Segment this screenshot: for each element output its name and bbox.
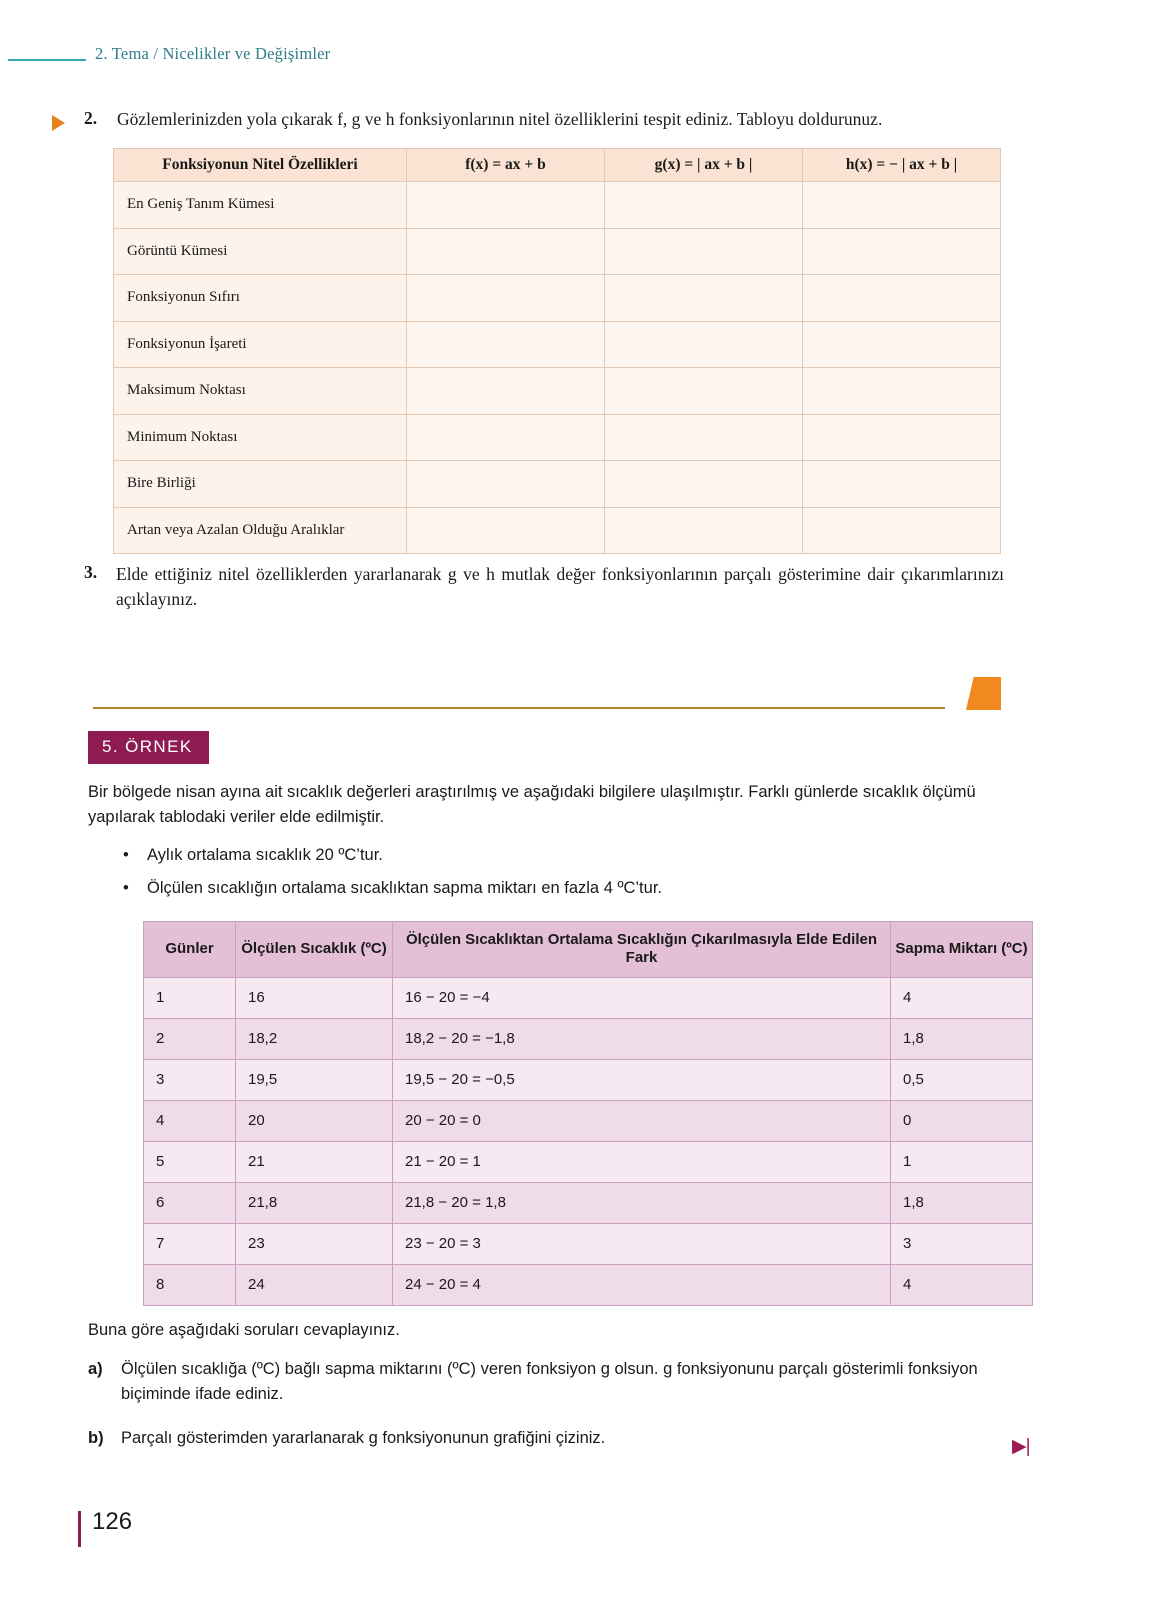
table1-answer-cell[interactable] — [803, 275, 1001, 322]
table1-answer-cell[interactable] — [407, 182, 605, 229]
table2-cell-measured: 16 — [236, 977, 393, 1018]
table-row — [144, 1059, 1033, 1100]
table2-cell-day: 1 — [144, 977, 236, 1018]
example-bullet-list — [115, 843, 1015, 908]
table2-cell-deviation: 0,5 — [891, 1059, 1033, 1100]
qualitative-properties-table — [113, 148, 1001, 554]
table-row — [144, 1100, 1033, 1141]
table2-cell-difference: 24 − 20 = 4 — [393, 1264, 891, 1305]
question-2-number: 2. — [84, 108, 98, 128]
bullet-text: Ölçülen sıcaklığın ortalama sıcaklıktan sapma miktarı en fazla 4 ºC’tur. — [147, 878, 662, 897]
next-page-marker-icon: ▶| — [1012, 1436, 1030, 1457]
table2-cell-deviation: 4 — [891, 1264, 1033, 1305]
table1-label-cell: Artan veya Azalan Olduğu Aralıklar — [114, 507, 407, 554]
table2-cell-measured: 19,5 — [236, 1059, 393, 1100]
table1-answer-cell[interactable] — [605, 228, 803, 275]
closing-lead-text: Buna göre aşağıdaki soruları cevaplayınız. — [88, 1321, 400, 1339]
table-row — [144, 1182, 1033, 1223]
footer-accent-bar — [78, 1511, 81, 1547]
table2-cell-deviation: 1,8 — [891, 1018, 1033, 1059]
table-row — [114, 414, 1001, 461]
table1-answer-cell[interactable] — [605, 321, 803, 368]
table-row — [114, 275, 1001, 322]
table1-label-cell: Minimum Noktası — [114, 414, 407, 461]
table1-answer-cell[interactable] — [605, 182, 803, 229]
table1-answer-cell[interactable] — [407, 461, 605, 508]
table2-cell-difference: 18,2 − 20 = −1,8 — [393, 1018, 891, 1059]
table2-cell-deviation: 0 — [891, 1100, 1033, 1141]
orange-flag-marker — [966, 677, 1001, 710]
closing-question-a-label: a) — [88, 1359, 103, 1378]
table1-answer-cell[interactable] — [605, 507, 803, 554]
closing-questions — [88, 1318, 1013, 1471]
table2-cell-difference: 16 − 20 = −4 — [393, 977, 891, 1018]
table1-header-cell: Fonksiyonun Nitel Özellikleri — [114, 149, 407, 182]
page-header — [0, 44, 1152, 74]
table1-label-cell: Görüntü Kümesi — [114, 228, 407, 275]
list-item — [115, 876, 1015, 902]
question-3-number: 3. — [84, 562, 98, 582]
table2-cell-deviation: 1 — [891, 1141, 1033, 1182]
table1-header-cell: h(x) = − | ax + b | — [803, 149, 1001, 182]
table2-cell-measured: 21,8 — [236, 1182, 393, 1223]
closing-question-b-label: b) — [88, 1429, 104, 1448]
closing-question-b-text: Parçalı gösterimden yararlanarak g fonksiyonunun grafiğini çiziniz. — [121, 1429, 606, 1448]
table1-answer-cell[interactable] — [605, 275, 803, 322]
table1-answer-cell[interactable] — [407, 275, 605, 322]
table2-cell-day: 8 — [144, 1264, 236, 1305]
question-3-text: Elde ettiğiniz nitel özelliklerden yararlanarak g ve h mutlak değer fonksiyonlarının parçalı gösterimine dair çıkarımlarınızı açıklayınız. — [116, 564, 1004, 609]
example-intro-text: Bir bölgede nisan ayına ait sıcaklık değerleri araştırılmış ve aşağıdaki bilgilere ulaşılmıştır. Farklı günlerde sıcaklık ölçümü yapılarak tablodaki veriler elde edilmiştir. — [88, 783, 976, 826]
section-divider — [93, 707, 945, 709]
table1-answer-cell[interactable] — [803, 182, 1001, 229]
table2-cell-measured: 21 — [236, 1141, 393, 1182]
table2-cell-difference: 19,5 − 20 = −0,5 — [393, 1059, 891, 1100]
table1-label-cell: En Geniş Tanım Kümesi — [114, 182, 407, 229]
table2-cell-deviation: 1,8 — [891, 1182, 1033, 1223]
closing-question-b — [88, 1426, 1013, 1451]
table1-answer-cell[interactable] — [407, 321, 605, 368]
table2-cell-measured: 24 — [236, 1264, 393, 1305]
header-rule — [8, 59, 86, 61]
closing-question-a-text: Ölçülen sıcaklığa (ºC) bağlı sapma miktarını (ºC) veren fonksiyon g olsun. g fonksiyonunu parçalı gösterimli fonksiyon biçiminde ifade ediniz. — [121, 1359, 978, 1403]
table2-header-cell: Sapma Miktarı (ºC) — [891, 922, 1033, 978]
table-row — [144, 1264, 1033, 1305]
table2-cell-deviation: 4 — [891, 977, 1033, 1018]
table-row — [114, 461, 1001, 508]
breadcrumb: 2. Tema / Nicelikler ve Değişimler — [95, 44, 331, 63]
table-row — [114, 321, 1001, 368]
table1-answer-cell[interactable] — [803, 368, 1001, 415]
table1-header-cell: g(x) = | ax + b | — [605, 149, 803, 182]
table2-header-cell: Ölçülen Sıcaklık (ºC) — [236, 922, 393, 978]
list-item — [115, 843, 1015, 869]
bullet-dot-icon: • — [123, 846, 129, 864]
table2-cell-difference: 20 − 20 = 0 — [393, 1100, 891, 1141]
temperature-deviation-table — [143, 921, 1033, 1306]
table-row — [114, 182, 1001, 229]
table-row — [144, 977, 1033, 1018]
table1-answer-cell[interactable] — [605, 461, 803, 508]
table2-cell-day: 4 — [144, 1100, 236, 1141]
table1-answer-cell[interactable] — [803, 414, 1001, 461]
table2-cell-day: 5 — [144, 1141, 236, 1182]
table-row — [144, 1223, 1033, 1264]
bullet-text: Aylık ortalama sıcaklık 20 ºC’tur. — [147, 846, 383, 864]
table-row — [114, 368, 1001, 415]
table2-cell-difference: 23 − 20 = 3 — [393, 1223, 891, 1264]
table2-cell-day: 3 — [144, 1059, 236, 1100]
table2-cell-measured: 18,2 — [236, 1018, 393, 1059]
page-number: 126 — [92, 1508, 133, 1535]
table2-cell-deviation: 3 — [891, 1223, 1033, 1264]
table2-cell-difference: 21,8 − 20 = 1,8 — [393, 1182, 891, 1223]
table1-answer-cell[interactable] — [407, 507, 605, 554]
table1-answer-cell[interactable] — [803, 321, 1001, 368]
table-row — [144, 1141, 1033, 1182]
table1-answer-cell[interactable] — [407, 228, 605, 275]
closing-question-a — [88, 1357, 1013, 1407]
table2-cell-difference: 21 − 20 = 1 — [393, 1141, 891, 1182]
table1-answer-cell[interactable] — [407, 414, 605, 461]
table1-answer-cell[interactable] — [407, 368, 605, 415]
table2-cell-measured: 23 — [236, 1223, 393, 1264]
table-row — [144, 1018, 1033, 1059]
table2-header-cell: Ölçülen Sıcaklıktan Ortalama Sıcaklığın Çıkarılmasıyla Elde Edilen Fark — [393, 922, 891, 978]
question-2-text: Gözlemlerinizden yola çıkarak f, g ve h fonksiyonlarının nitel özelliklerini tespit ediniz. Tabloyu doldurunuz. — [117, 109, 883, 129]
table1-answer-cell[interactable] — [803, 461, 1001, 508]
table2-cell-day: 2 — [144, 1018, 236, 1059]
table2-cell-measured: 20 — [236, 1100, 393, 1141]
table1-header-cell: f(x) = ax + b — [407, 149, 605, 182]
table1-label-cell: Fonksiyonun Sıfırı — [114, 275, 407, 322]
table-header-row — [114, 149, 1001, 182]
table1-answer-cell[interactable] — [803, 228, 1001, 275]
table1-label-cell: Bire Birliği — [114, 461, 407, 508]
table1-answer-cell[interactable] — [803, 507, 1001, 554]
example-badge: 5. ÖRNEK — [88, 731, 209, 764]
table1-label-cell: Maksimum Noktası — [114, 368, 407, 415]
table-row — [114, 507, 1001, 554]
table2-cell-day: 6 — [144, 1182, 236, 1223]
table1-label-cell: Fonksiyonun İşareti — [114, 321, 407, 368]
table1-answer-cell[interactable] — [605, 414, 803, 461]
table-row — [114, 228, 1001, 275]
table-header-row — [144, 922, 1033, 978]
bullet-dot-icon: • — [123, 878, 129, 897]
table2-cell-day: 7 — [144, 1223, 236, 1264]
table1-answer-cell[interactable] — [605, 368, 803, 415]
triangle-arrow-icon — [52, 115, 65, 131]
table2-header-cell: Günler — [144, 922, 236, 978]
